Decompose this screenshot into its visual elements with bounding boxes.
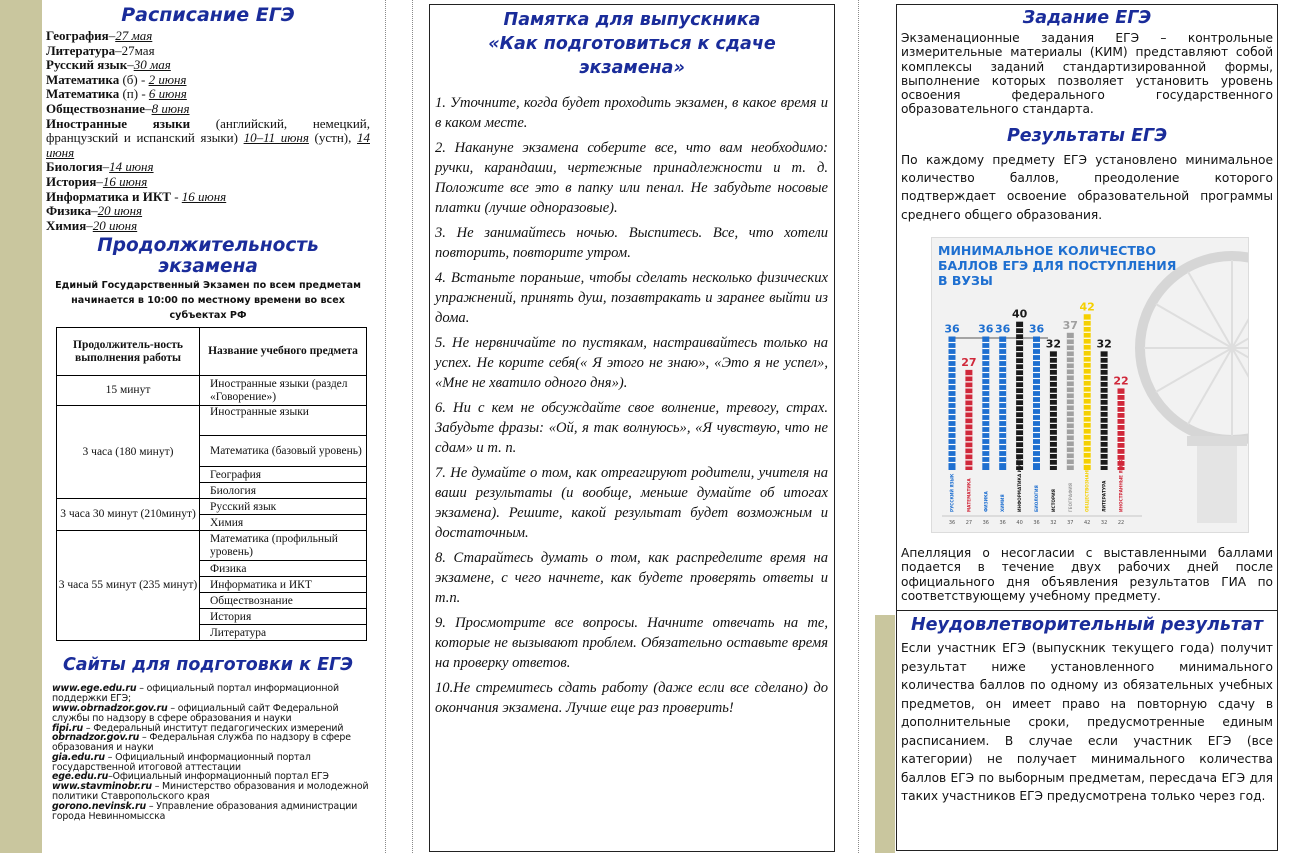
site-description: – официальный сайт Федеральной службы по надзору в сфере образования и науки <box>52 702 339 724</box>
chart-value-label: 36 <box>1028 322 1045 336</box>
table-header-subject: Название учебного предмета <box>200 328 367 376</box>
memo-tip: 9. Просмотрите все вопросы. Начните отвечать на те, которые не вызывают проблем. Обязательно оставьте время на проверку ответов. <box>435 615 828 671</box>
schedule-subject: Химия <box>46 217 87 233</box>
schedule-separator: – <box>91 203 98 219</box>
chart-value-label: 32 <box>1096 337 1112 351</box>
column-capital <box>1187 436 1247 446</box>
schedule-date: 27мая <box>121 42 155 58</box>
schedule-separator: – <box>108 28 116 43</box>
site-entry <box>52 782 370 802</box>
site-url: www.stavminobr.ru <box>52 781 152 793</box>
wheel-spoke <box>1156 348 1232 392</box>
chart-bottom-value: 42 <box>1084 520 1091 526</box>
site-entry <box>52 733 370 753</box>
chart-category-label: ОБЩЕСТВОЗНАНИЕ <box>1084 464 1090 512</box>
memo-tip: 4. Встаньте пораньше, чтобы сделать несколько физических упражнений, принять душ, позавтракать и заранее выйти из дома. <box>435 270 828 326</box>
memo-title <box>434 8 830 80</box>
table-row <box>57 406 367 436</box>
table-row <box>57 531 367 561</box>
site-description: –Официальный информационный портал ЕГЭ <box>108 771 329 783</box>
chart-bottom-value: 40 <box>1016 520 1023 526</box>
chart-value-label: 36 <box>995 322 1011 336</box>
schedule-subject: Физика <box>46 203 92 219</box>
wheel-spoke <box>1232 348 1249 392</box>
memo-title-line1: Памятка для выпускника <box>503 10 761 30</box>
schedule-date: 10–11 июня <box>243 130 309 146</box>
table-cell-subject: Математика (базовый уровень) <box>200 436 367 467</box>
schedule-title: Расписание ЕГЭ <box>121 4 295 26</box>
schedule-date: 14 июня <box>46 130 370 160</box>
schedule-separator: – <box>145 100 152 116</box>
site-description: – Федеральный институт педагогических измерений <box>83 722 344 734</box>
site-description: – Федеральная служба по надзору в сфере образования и науки <box>52 732 351 754</box>
chart-title-line: МИНИМАЛЬНОЕ КОЛИЧЕСТВО <box>938 243 1157 258</box>
schedule-subject: Биология <box>46 159 103 175</box>
table-cell-subject: Информатика и ИКТ <box>200 577 367 593</box>
chart-category-label: ИНФОРМАТИКА И ИКТ <box>1017 457 1023 512</box>
chart-category-label: ГЕОГРАФИЯ <box>1067 483 1073 512</box>
chart-category-label: БИОЛОГИЯ <box>1034 485 1039 512</box>
chart-bottom-value: 36 <box>982 520 989 526</box>
chart-category-label: ХИМИЯ <box>1000 494 1006 512</box>
schedule-date: 6 июня <box>148 86 187 102</box>
chart-value-label: 40 <box>1011 307 1028 321</box>
wheel-spoke <box>1232 304 1249 348</box>
schedule-subject: Обществознание <box>46 100 146 116</box>
schedule-subject: Иностранные языки <box>46 115 191 131</box>
table-cell-subject: География <box>200 467 367 483</box>
memo-tip: 5. Не нервничайте по пустякам, настраивайтесь только на успех. Не корите себя(« Я этого не знаю», «Это я не успел», «Мне не хватило одного дня»). <box>435 335 828 391</box>
site-description: – Управление образования администрации города Невинномысска <box>52 800 358 822</box>
chart-category-label: ФИЗИКА <box>983 491 989 512</box>
chart-category-label: РУССКИЙ ЯЗЫК <box>949 473 955 512</box>
chart-bottom-value: 32 <box>1050 520 1057 526</box>
schedule-subject: География <box>46 28 109 43</box>
schedule-date: 14 июня <box>109 159 154 175</box>
left-margin-band <box>0 0 42 853</box>
schedule-note: (устн), <box>308 130 357 146</box>
wheel-spoke <box>1156 304 1232 348</box>
schedule-column <box>46 4 370 821</box>
chart-value-label: 32 <box>1045 337 1062 351</box>
fold-line-left <box>385 0 386 853</box>
memo-tip: 8. Старайтесь думать о том, как распределите время на экзамене, с чего начнете, как будете проверять ответы и т.п. <box>435 550 828 606</box>
chart-bar <box>1067 333 1074 470</box>
schedule-date: 16 июня <box>181 188 227 204</box>
schedule-date: 30 мая <box>133 57 171 73</box>
site-url: www.obrnadzor.gov.ru <box>52 702 168 714</box>
site-description: – официальный портал информационной поддержки ЕГЭ; <box>52 683 339 705</box>
table-cell-subject: Математика (профильный уровень) <box>200 531 367 561</box>
memo-tip: 2. Накануне экзамена соберите все, что вам необходимо: ручки, карандаши, чертежные принадлежности и т. д. Положите все это в папку или пенал. Не забудьте носовые платки (лучше одноразовые). <box>435 140 828 216</box>
site-description: – Министерство образования и молодежной политики Ставропольского края <box>52 781 369 803</box>
schedule-subject: Информатика и ИКТ <box>46 188 171 204</box>
chart-category-label: ИНОСТРАННЫЕ ЯЗЫКИ <box>1118 456 1124 512</box>
schedule-row <box>46 44 370 59</box>
results-title: Результаты ЕГЭ <box>1006 125 1168 146</box>
results-text: По каждому предмету ЕГЭ установлено минимальное количество баллов, преодоление которого подтверждает освоение образовательной программы среднего общего образования. <box>901 152 1273 222</box>
fail-text: Если участник ЕГЭ (выпускник текущего года) получит результат ниже установленного минимального количества баллов по одному из обязательных учебных предметов, он имеет право на повторную сдачу в дополнительные сроки, предусмотренные единым расписанием. В случае если участник ЕГЭ (все категории) не получает минимального количества баллов ЕГЭ по выборным предметам, пересдача ЕГЭ для таких участников ЕГЭ предусмотрена только через год. <box>901 641 1273 803</box>
chart-title-line: В ВУЗЫ <box>938 273 993 288</box>
memo-panel <box>429 4 835 852</box>
chart-bottom-value: 36 <box>948 520 956 526</box>
schedule-date: 16 июня <box>102 173 148 189</box>
chart-value-label: 36 <box>978 322 994 336</box>
schedule-row <box>46 219 370 234</box>
schedule-row <box>46 160 370 175</box>
min-scores-chart <box>931 237 1249 533</box>
site-url: obrnadzor.gov.ru <box>52 732 140 744</box>
chart-value-label: 37 <box>1062 318 1078 332</box>
schedule-row <box>46 175 370 190</box>
wheel-spoke <box>1232 272 1249 348</box>
table-cell-subject: История <box>200 609 367 625</box>
sites-title: Сайты для подготовки к ЕГЭ <box>62 655 354 676</box>
schedule-separator: – <box>102 159 110 175</box>
schedule-separator: (б) - <box>119 71 149 87</box>
site-url: ege.edu.ru <box>52 771 109 783</box>
chart-title-line: БАЛЛОВ ЕГЭ ДЛЯ ПОСТУПЛЕНИЯ <box>938 258 1177 273</box>
site-entry <box>52 753 370 773</box>
right-margin-band <box>875 615 895 853</box>
chart-value-label: 42 <box>1079 300 1095 314</box>
schedule-separator: (п) - <box>119 86 149 102</box>
duration-title: Продолжительность экзамена <box>97 235 319 278</box>
task-title: Задание ЕГЭ <box>1022 8 1152 28</box>
chart-bottom-value: 27 <box>965 520 973 526</box>
schedule-row <box>46 87 370 102</box>
memo-title-line2: «Как подготовиться к сдаче экзамена» <box>488 34 776 78</box>
site-url: www.ege.edu.ru <box>52 683 137 695</box>
schedule-separator: – <box>127 57 134 73</box>
table-row <box>57 499 367 515</box>
site-entry <box>52 802 370 822</box>
table-cell-subject: Биология <box>200 483 367 499</box>
table-cell-subject: Химия <box>200 515 367 531</box>
chart-bottom-value: 37 <box>1067 520 1074 526</box>
schedule-row <box>46 204 370 219</box>
memo-tip: 10.Не стремитесь сдать работу (даже если все сделано) до окончания экзамена. Лучше еще раз проверить! <box>435 680 828 716</box>
table-row <box>57 376 367 406</box>
schedule-separator: - <box>170 188 182 204</box>
memo-tip: 7. Не думайте о том, как отреагируют родители, учителя на ваши результаты (и вообще, меньше думайте об итогах экзамена). Решите, какой результат будет возможным и достаточным. <box>435 465 828 541</box>
schedule-date: 20 июня <box>92 217 138 233</box>
chart-bottom-value: 36 <box>999 520 1006 526</box>
schedule-separator: – <box>96 173 103 189</box>
chart-bottom-value: 36 <box>1033 520 1040 526</box>
chart-canvas <box>932 238 1249 533</box>
schedule-subject: Математика <box>46 86 120 102</box>
duration-note: Единый Государственный Экзамен по всем предметам начинается в 10:00 по местному времени во всех субъектах РФ <box>55 280 361 322</box>
chart-value-label: 27 <box>961 355 977 369</box>
table-cell-duration: 3 часа (180 минут) <box>57 406 200 499</box>
schedule-note: (английский, немецкий, французский и испанский языки) <box>46 115 370 146</box>
chart-value-label: 22 <box>1113 374 1129 388</box>
fail-title: Неудовлетворительный результат <box>911 615 1263 635</box>
schedule-row <box>46 29 370 44</box>
chart-bottom-value: 22 <box>1117 520 1125 526</box>
schedule-row-foreign <box>46 117 370 161</box>
fold-line-center <box>412 0 413 853</box>
schedule-subject: Литература <box>46 42 116 58</box>
schedule-date: 8 июня <box>151 100 190 116</box>
chart-bar <box>965 370 972 470</box>
table-cell-subject: Русский язык <box>200 499 367 515</box>
table-cell-subject: Литература <box>200 625 367 641</box>
schedule-separator: – <box>115 42 122 58</box>
schedule-subject: Русский язык <box>46 57 128 73</box>
table-cell-subject: Физика <box>200 561 367 577</box>
duration-table <box>56 327 367 641</box>
chart-category-label: ЛИТЕРАТУРА <box>1101 480 1107 512</box>
appeal-text: Апелляция о несогласии с выставленными баллами подается в течение двух рабочих дней после официального дня объявления результатов ГИА по соответствующему учебному предмету. <box>901 546 1273 603</box>
schedule-row <box>46 58 370 73</box>
chart-category-label: ИСТОРИЯ <box>1050 489 1056 512</box>
schedule-date: 27 мая <box>115 28 153 43</box>
chart-value-label: 36 <box>944 322 960 336</box>
memo-tip: 6. Ни с кем не обсуждайте свое волнение, тревогу, страх. Забудьте фразы: «Ой, я так волнуюсь», «Я чувствую, что не сдам» и т. п. <box>435 400 828 456</box>
site-url: fipi.ru <box>52 722 84 734</box>
table-cell-duration: 15 минут <box>57 376 200 406</box>
wheel-spoke <box>1188 272 1232 348</box>
chart-category-label: МАТЕМАТИКА <box>966 478 972 512</box>
schedule-separator: – <box>86 217 93 233</box>
schedule-date: 2 июня <box>148 71 187 87</box>
fold-line-right <box>858 0 859 853</box>
site-url: gorono.nevinsk.ru <box>52 800 147 812</box>
schedule-row <box>46 73 370 88</box>
memo-tips-list <box>434 93 830 718</box>
task-text: Экзаменационные задания ЕГЭ – контрольные измерительные материалы (КИМ) представляют собой комплексы заданий стандартизированной формы, выполнение которых позволяет установить уровень освоения федерального государственного образовательного стандарта. <box>901 31 1273 117</box>
schedule-date: 20 июня <box>97 203 143 219</box>
memo-tip: 3. Не занимайтесь ночью. Выспитесь. Все, что хотели повторить, повторите утром. <box>435 225 828 261</box>
site-description: – Официальный информационный портал государственной итоговой аттестации <box>52 751 311 773</box>
schedule-list <box>46 29 370 233</box>
chart-bottom-value: 32 <box>1100 520 1108 526</box>
wheel-spoke <box>1188 348 1232 424</box>
memo-tip: 1. Уточните, когда будет проходить экзамен, в какое время и в каком месте. <box>435 95 828 131</box>
fail-panel <box>896 611 1278 851</box>
site-entry <box>52 704 370 724</box>
table-cell-subject: Обществознание <box>200 593 367 609</box>
schedule-row <box>46 190 370 205</box>
sites-list <box>46 684 370 821</box>
table-header-duration: Продолжитель-ность выполнения работы <box>57 328 200 376</box>
table-cell-subject: Иностранные языки <box>200 406 367 436</box>
schedule-row <box>46 102 370 117</box>
table-cell-subject: Иностранные языки (раздел «Говорение») <box>200 376 367 406</box>
table-cell-duration: 3 часа 30 минут (210минут) <box>57 499 200 531</box>
site-url: gia.edu.ru <box>52 751 105 763</box>
schedule-subject: Математика <box>46 71 120 87</box>
table-cell-duration: 3 часа 55 минут (235 минут) <box>57 531 200 641</box>
column-decoration <box>1197 443 1237 523</box>
wheel-spoke <box>1232 348 1249 424</box>
schedule-subject: История <box>46 173 97 189</box>
site-entry <box>52 684 370 704</box>
